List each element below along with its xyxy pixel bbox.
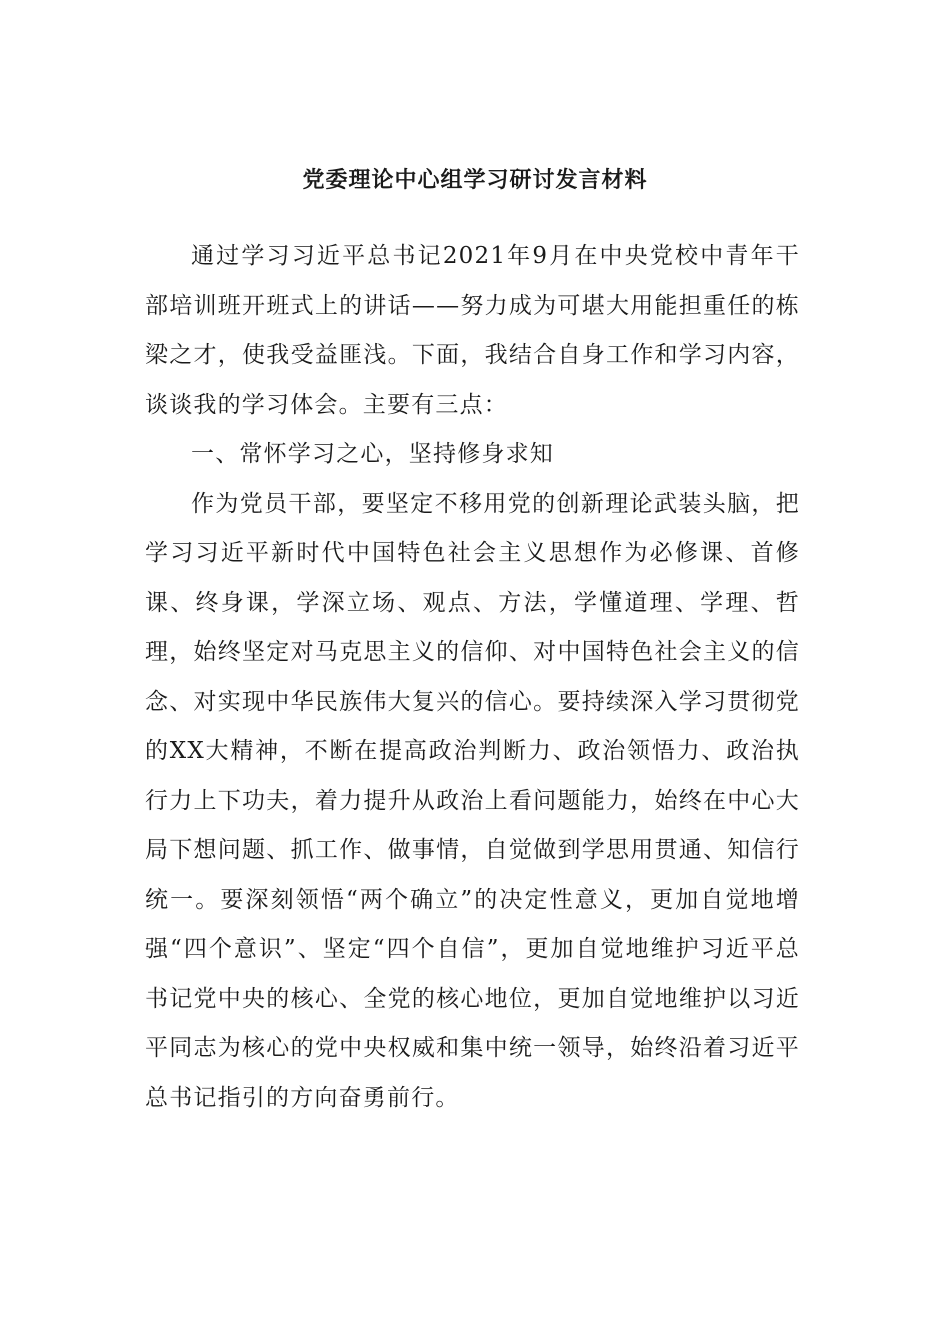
intro-paragraph: 通过学习习近平总书记2021年9月在中央党校中青年干部培训班开班式上的讲话——努力成为可堪大用能担重任的栋梁之才，使我受益匪浅。下面，我结合自身工作和学习内容，谈谈我的学习体会。主要有三点： <box>145 243 800 418</box>
section-1-paragraph: 作为党员干部，要坚定不移用党的创新理论武装头脑，把学习习近平新时代中国特色社会主义思想作为必修课、首修课、终身课，学深立场、观点、方法，学懂道理、学理、哲理，始终坚定对马克思主义的信仰、对中国特色社会主义的信念、对实现中华民族伟大复兴的信心。要持续深入学习贯彻党的XX大精神，不断在提高政治判断力、政治领悟力、政治执行力上下功夫，着力提升从政治上看问题能力，始终在中心大局下想问题、抓工作、做事情，自觉做到学思用贯通、知信行统一。要深刻领悟“两个确立”的决定性意义，更加自觉地增强“四个意识”、坚定“四个自信”，更加自觉地维护习近平总书记党中央的核心、全党的核心地位，更加自觉地维护以习近平同志为核心的党中央权威和集中统一领导，始终沿着习近平总书记指引的方向奋勇前行。 <box>145 490 800 1111</box>
document-title: 党委理论中心组学习研讨发言材料 <box>302 167 648 193</box>
document-body <box>145 232 800 1123</box>
section-1-heading: 一、常怀学习之心，坚持修身求知 <box>191 441 554 467</box>
